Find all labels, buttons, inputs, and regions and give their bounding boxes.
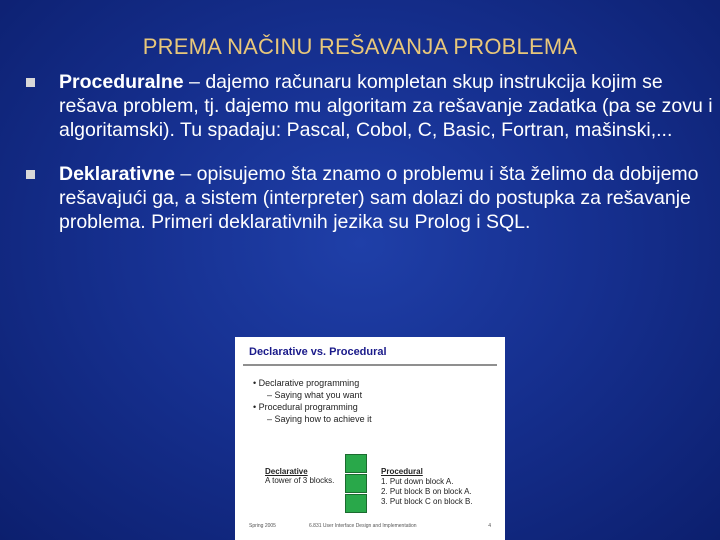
bullet-description: – opisujemo šta znamo o problemu i šta želimo da dobijemo rešavajući ga, a sistem (interpreter) sam dolazi do postupka za rešavanje problema. Primeri deklarativnih jezika su Prolog i SQL. — [59, 163, 699, 233]
bullet-procedural — [26, 70, 716, 142]
block — [345, 474, 367, 493]
bullet-text — [59, 162, 716, 234]
block-tower — [345, 454, 367, 514]
procedural-step: 1. Put down block A. — [381, 477, 454, 486]
inset-item: • Procedural programming — [253, 402, 358, 412]
bullet-text — [59, 70, 716, 142]
slide-title: PREMA NAČINU REŠAVANJA PROBLEMA — [142, 34, 578, 59]
inset-subitem: – Saying how to achieve it — [267, 414, 372, 424]
bullet-term: Deklarativne — [59, 163, 175, 185]
bullet-list — [26, 70, 716, 254]
footer-page-number: 4 — [488, 523, 491, 529]
bullet-description: – dajemo računaru kompletan skup instrukcija kojim se rešava problem, tj. dajemo mu algoritam za rešavanje zadatka (pa se zovu i algoritamski). Tu spadaju: Pascal, Cobol, C, Basic, Fortran, mašinski,... — [59, 71, 713, 141]
procedural-heading: Procedural — [381, 467, 423, 476]
declarative-box — [265, 467, 334, 485]
bullet-term: Proceduralne — [59, 71, 184, 93]
declarative-heading: Declarative — [265, 467, 308, 476]
inset-subitem: – Saying what you want — [267, 390, 363, 400]
bullet-marker — [26, 170, 35, 179]
block — [345, 494, 367, 513]
footer-left: Spring 2005 — [249, 523, 276, 529]
bullet-declarative — [26, 162, 716, 234]
procedural-step: 2. Put block B on block A. — [381, 487, 472, 496]
block — [345, 454, 367, 473]
inset-list — [253, 377, 372, 425]
inset-slide-image — [235, 337, 505, 540]
inset-item: • Declarative programming — [253, 378, 360, 388]
declarative-text: A tower of 3 blocks. — [265, 476, 335, 485]
bullet-marker — [26, 78, 35, 87]
inset-title: Declarative vs. Procedural — [249, 346, 387, 358]
inset-divider — [243, 364, 497, 366]
footer-center: 6.831 User Interface Design and Implementation — [309, 523, 417, 529]
procedural-step: 3. Put block C on block B. — [381, 497, 473, 506]
inset-footer — [249, 523, 491, 529]
procedural-box — [381, 467, 473, 507]
